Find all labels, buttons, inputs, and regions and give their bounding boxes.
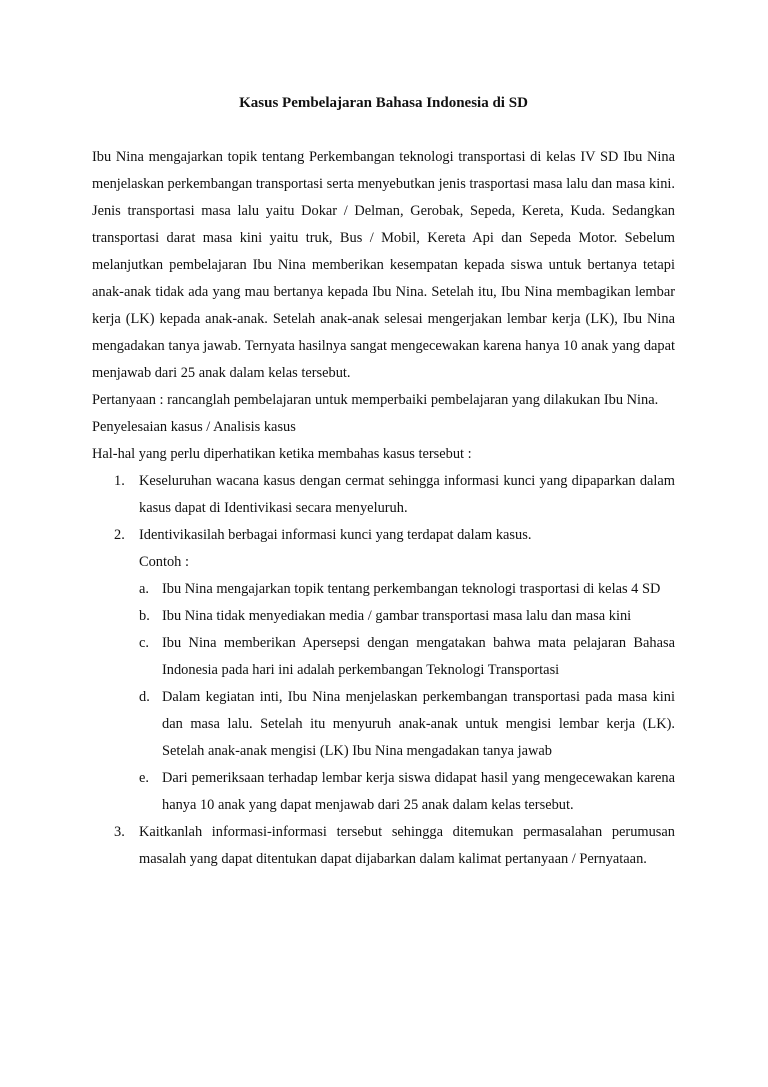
list-item-step-2 (92, 522, 675, 819)
example-label: Contoh : (139, 554, 189, 570)
list-letter: c. (139, 635, 149, 651)
example-text: Dari pemeriksaan terhadap lembar kerja siswa didapat hasil yang mengecewakan karena hanya 10 anak yang dapat menjawab dari 25 anak dalam kelas tersebut. (162, 770, 675, 813)
list-letter: e. (139, 770, 149, 786)
step-text: Kaitkanlah informasi-informasi tersebut sehingga ditemukan permasalahan perumusan masalah yang dapat ditentukan dapat dijabarkan dalam kalimat pertanyaan / Pernyataan. (139, 824, 675, 867)
example-text: Ibu Nina tidak menyediakan media / gambar transportasi masa lalu dan masa kini (162, 608, 632, 624)
step-text: Identivikasilah berbagai informasi kunci yang terdapat dalam kasus. (139, 527, 532, 543)
list-item-step-1 (92, 468, 675, 522)
steps-list (92, 468, 675, 873)
considerations-intro: Hal-hal yang perlu diperhatikan ketika membahas kasus tersebut : (92, 446, 472, 462)
solution-heading: Penyelesaian kasus / Analisis kasus (92, 419, 296, 435)
list-item-example-a (139, 576, 675, 603)
example-text: Dalam kegiatan inti, Ibu Nina menjelaskan perkembangan transportasi pada masa kini dan masa lalu. Setelah itu menyuruh anak-anak untuk mengisi lembar kerja (LK). Setelah anak-anak mengisi (LK) Ibu Nina mengadakan tanya jawab (162, 689, 675, 759)
list-item-example-c (139, 630, 675, 684)
document-title: Kasus Pembelajaran Bahasa Indonesia di SD (239, 95, 528, 111)
list-item-step-3 (92, 819, 675, 873)
list-number: 2. (114, 527, 125, 543)
step-text: Keseluruhan wacana kasus dengan cermat sehingga informasi kunci yang dipaparkan dalam kasus dapat di Identivikasi secara menyeluruh. (139, 473, 675, 516)
list-number: 3. (114, 824, 125, 840)
case-paragraph: Ibu Nina mengajarkan topik tentang Perkembangan teknologi transportasi di kelas IV SD Ibu Nina menjelaskan perkembangan transportasi serta menyebutkan jenis trasportasi masa lalu dan masa kini. Jenis transportasi masa lalu yaitu Dokar / Delman, Gerobak, Sepeda, Kereta, Kuda. Sedangkan transportasi darat masa kini yaitu truk, Bus / Mobil, Kereta Api dan Sepeda Motor. Sebelum melanjutkan pembelajaran Ibu Nina memberikan kesempatan kepada siswa untuk bertanya tetapi anak-anak tidak ada yang mau bertanya kepada Ibu Nina. Setelah itu, Ibu Nina membagikan lembar kerja (LK) kepada anak-anak. Setelah anak-anak selesai mengerjakan lembar kerja (LK), Ibu Nina mengadakan tanya jawab. Ternyata hasilnya sangat mengecewakan karena hanya 10 anak yang dapat menjawab dari 25 anak dalam kelas tersebut. (92, 149, 675, 381)
list-number: 1. (114, 473, 125, 489)
list-item-example-b (139, 603, 675, 630)
question-paragraph: Pertanyaan : rancanglah pembelajaran untuk memperbaiki pembelajaran yang dilakukan Ibu Nina. (92, 392, 659, 408)
list-item-example-d (139, 684, 675, 765)
example-text: Ibu Nina mengajarkan topik tentang perkembangan teknologi trasportasi di kelas 4 SD (162, 581, 661, 597)
list-letter: d. (139, 689, 150, 705)
examples-list (139, 576, 675, 819)
list-letter: a. (139, 581, 149, 597)
list-item-example-e (139, 765, 675, 819)
list-letter: b. (139, 608, 150, 624)
example-text: Ibu Nina memberikan Apersepsi dengan mengatakan bahwa mata pelajaran Bahasa Indonesia pada hari ini adalah perkembangan Teknologi Transportasi (162, 635, 675, 678)
